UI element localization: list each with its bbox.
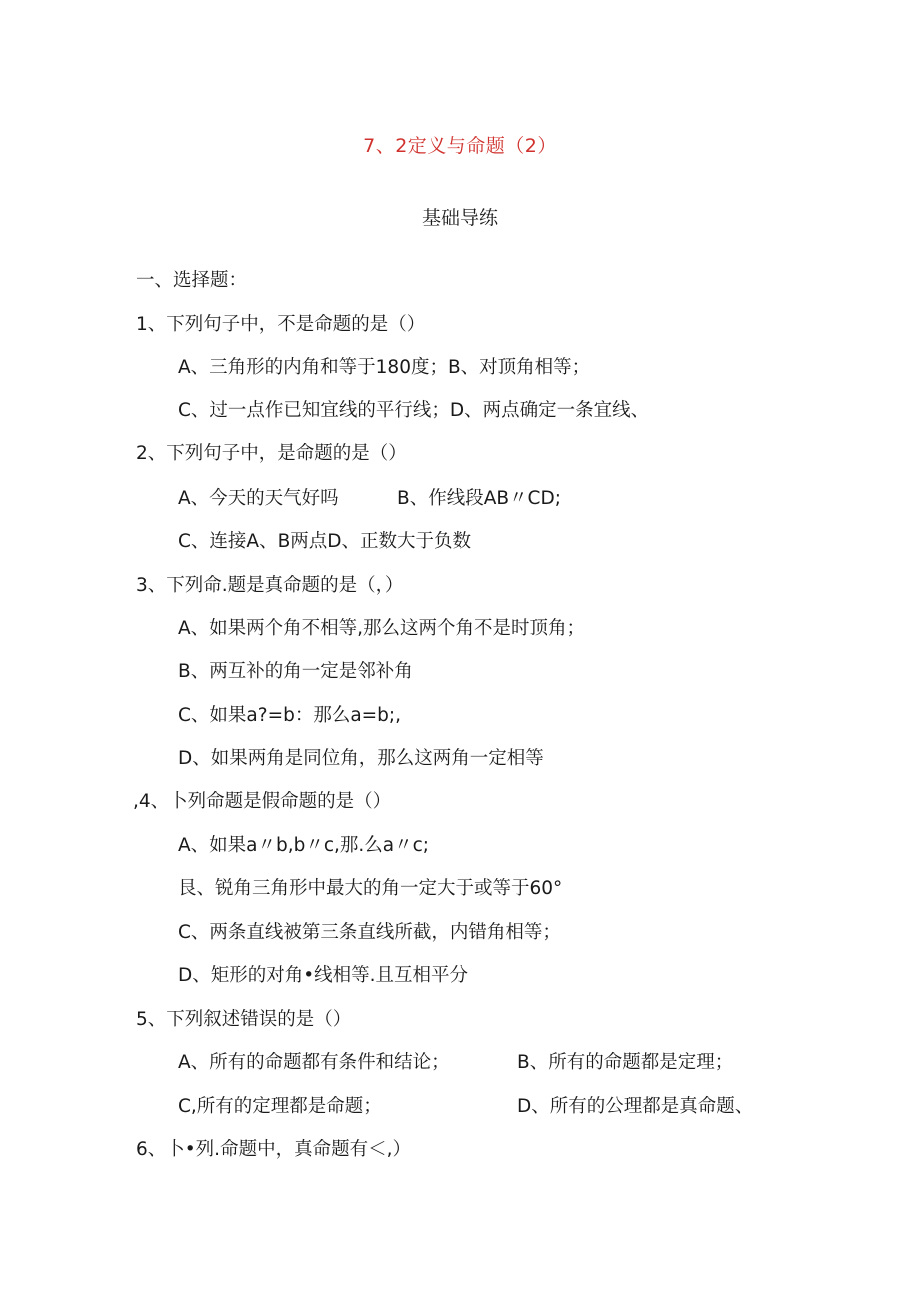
question-1-option-line-1: A、三角形的内角和等于180度；B、对顶角相等； xyxy=(178,357,591,378)
question-1-stem: 1、下列句子中，不是命题的是（） xyxy=(136,314,426,335)
question-5-stem: 5、下列叙述错误的是（） xyxy=(136,1009,352,1030)
question-5-option-c: C,所有的定理都是命题； xyxy=(178,1096,382,1117)
question-5-option-a: A、所有的命题都有条件和结论； xyxy=(178,1052,450,1073)
question-4-stem: ,4、卜列命题是假命题的是（） xyxy=(133,791,392,812)
question-4-option-b: 艮、锐角三角形中最大的角一定大于或等于60° xyxy=(178,878,563,899)
question-2-option-line-2: C、连接A、B两点D、正数大于负数 xyxy=(178,531,472,552)
document-title: 7、2定义与命题（2） xyxy=(363,135,557,157)
question-4-option-d: D、矩形的对角•线相等.且互相平分 xyxy=(178,965,469,986)
question-2-stem: 2、下列句子中，是命题的是（） xyxy=(136,443,407,464)
question-3-option-d: D、如果两角是同位角，那么这两角一定相等 xyxy=(178,748,544,769)
question-2-option-b: B、作线段AB〃CD; xyxy=(397,488,561,509)
question-4-option-a: A、如果a〃b,b〃c,那.么a〃c; xyxy=(178,835,430,856)
section-heading: 一、选择题： xyxy=(136,270,248,291)
question-1-option-line-2: C、过一点作已知宜线的平行线；D、两点确定一条宜线、 xyxy=(178,400,650,421)
question-3-stem: 3、下列命.题是真命题的是（，） xyxy=(136,575,404,596)
document-subtitle: 基础导练 xyxy=(421,207,498,229)
question-3-option-b: B、两互补的角一定是邻补角 xyxy=(178,661,413,682)
question-6-stem: 6、卜•列.命题中，真命题有＜,） xyxy=(136,1139,411,1160)
question-5-option-d: D、所有的公理都是真命题、 xyxy=(517,1096,754,1117)
question-3-option-a: A、如果两个角不相等,那么这两个角不是时顶角； xyxy=(178,618,586,639)
question-2-option-a: A、今天的天气好吗 xyxy=(178,488,339,509)
question-4-option-c: C、两条直线被第三条直线所截，内错角相等； xyxy=(178,922,561,943)
question-5-option-b: B、所有的命题都是定理； xyxy=(517,1052,734,1073)
question-3-option-c: C、如果a?=b：那么a=b;, xyxy=(178,705,402,726)
